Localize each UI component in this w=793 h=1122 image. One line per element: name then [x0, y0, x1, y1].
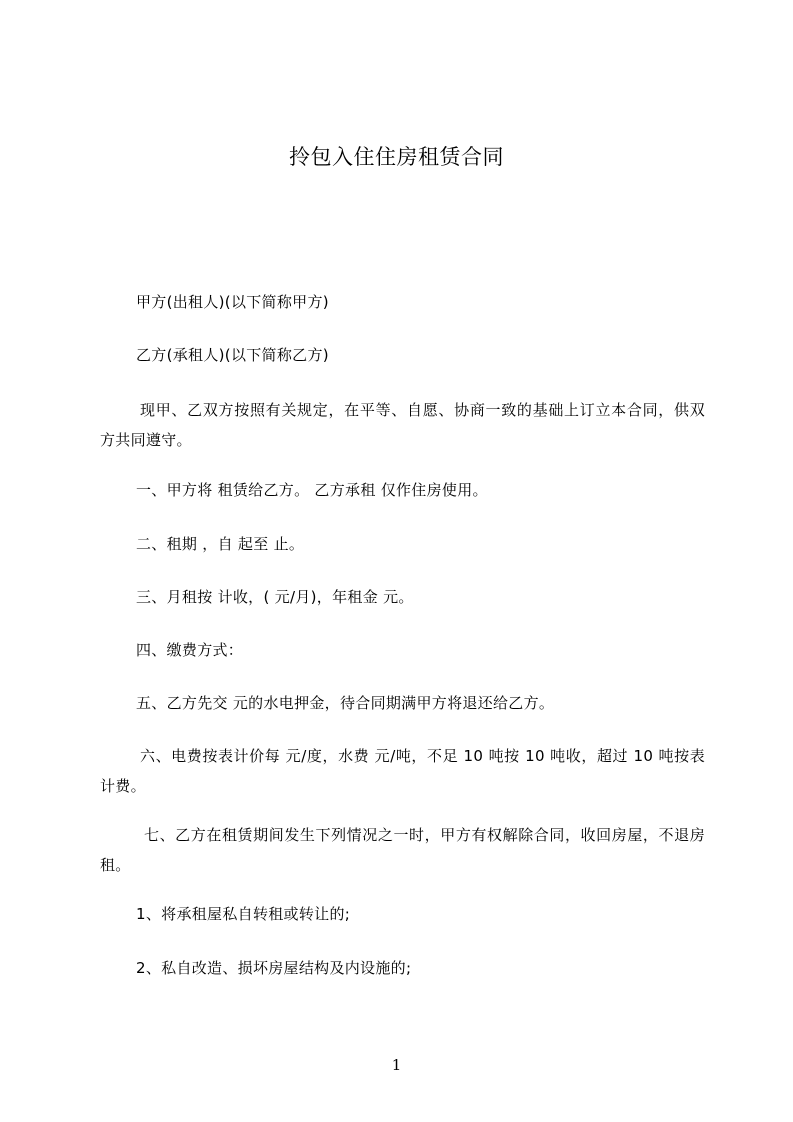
paragraph-clause-6: 六、电费按表计价每 元/度，水费 元/吨，不足 10 吨按 10 吨收，超过 10 吨按表计费。: [100, 747, 705, 795]
paragraph-clause-3: 三、月租按 计收，( 元/月)，年租金 元。: [136, 588, 414, 606]
paragraph-preamble: 现甲、乙双方按照有关规定，在平等、自愿、协商一致的基础上订立本合同，供双方共同遵守。: [100, 401, 705, 449]
paragraph-clause-1: 一、甲方将 租赁给乙方。 乙方承租 仅作住房使用。: [136, 481, 488, 499]
paragraph-item-1: 1、将承租屋私自转租或转让的;: [136, 905, 351, 923]
paragraph-clause-2: 二、租期 ，自 起至 止。: [136, 535, 305, 553]
paragraph-party-a: 甲方(出租人)(以下简称甲方): [136, 293, 329, 311]
paragraph-item-2: 2、私自改造、损坏房屋结构及内设施的;: [136, 959, 412, 977]
paragraph-party-b: 乙方(承租人)(以下简称乙方): [136, 346, 329, 364]
page-number: 1: [391, 1056, 402, 1074]
document-title: 拎包入住住房租赁合同: [289, 145, 504, 169]
paragraph-clause-7: 七、乙方在租赁期间发生下列情况之一时，甲方有权解除合同，收回房屋，不退房租。: [100, 826, 705, 874]
paragraph-clause-5: 五、乙方先交 元的水电押金，待合同期满甲方将退还给乙方。: [136, 694, 555, 712]
paragraph-clause-4: 四、缴费方式：: [136, 641, 244, 659]
